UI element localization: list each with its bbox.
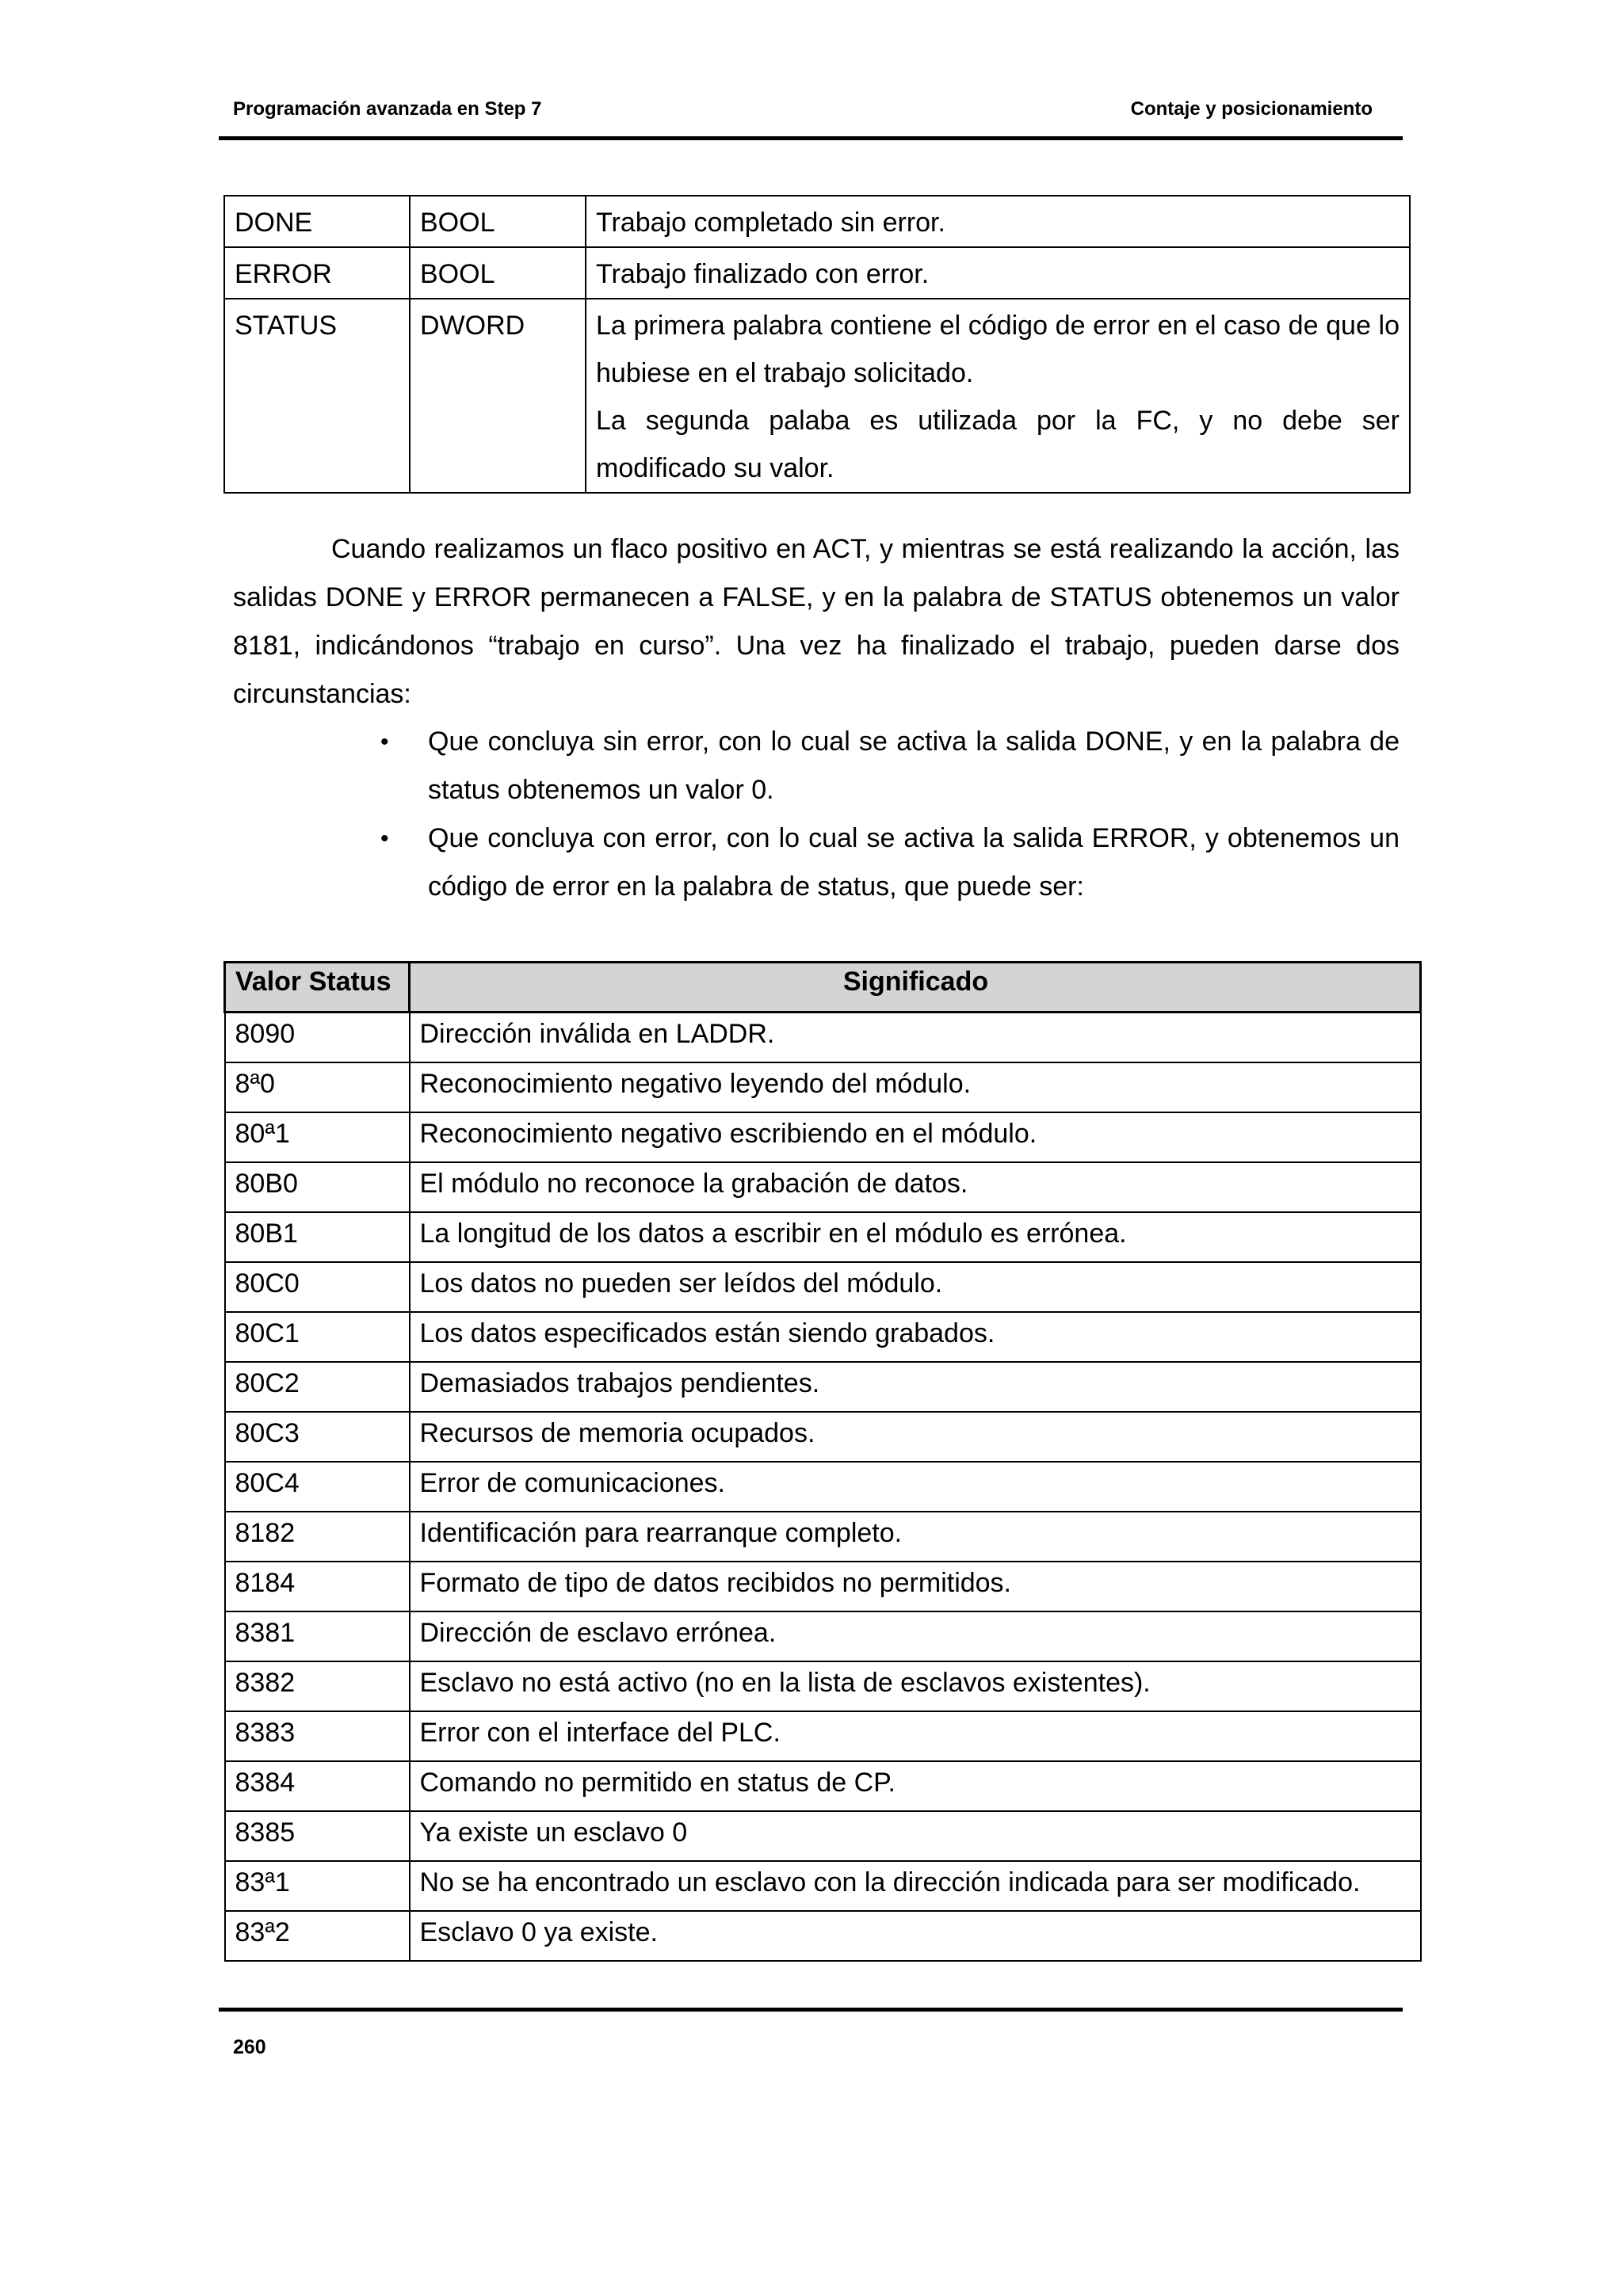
status-value: 80ª1 — [225, 1112, 410, 1162]
table-row — [224, 299, 1410, 493]
table-row — [224, 196, 1410, 247]
status-meaning: Error con el interface del PLC. — [410, 1711, 1421, 1761]
table-row — [225, 1811, 1421, 1861]
column-header-meaning: Significado — [410, 963, 1421, 1013]
header-rule — [219, 136, 1403, 140]
param-type: BOOL — [410, 196, 586, 247]
status-meaning: Esclavo no está activo (no en la lista de esclavos existentes). — [410, 1661, 1421, 1711]
status-value: 80B0 — [225, 1162, 410, 1212]
list-item — [233, 718, 1400, 814]
table-row — [225, 1911, 1421, 1961]
table-row — [225, 1761, 1421, 1811]
running-header-chapter: Contaje y posicionamiento — [1130, 98, 1373, 120]
table-row — [225, 1362, 1421, 1412]
status-value: 8382 — [225, 1661, 410, 1711]
status-meaning: Los datos especificados están siendo grabados. — [410, 1312, 1421, 1362]
status-meaning: Error de comunicaciones. — [410, 1462, 1421, 1512]
status-value: 8381 — [225, 1611, 410, 1661]
status-value: 80C3 — [225, 1412, 410, 1462]
status-meaning: Esclavo 0 ya existe. — [410, 1911, 1421, 1961]
status-value: 83ª1 — [225, 1861, 410, 1911]
status-meaning: Reconocimiento negativo leyendo del módulo. — [410, 1062, 1421, 1112]
status-meaning: Identificación para rearranque completo. — [410, 1512, 1421, 1562]
status-meaning: La longitud de los datos a escribir en el módulo es errónea. — [410, 1212, 1421, 1262]
table-row — [225, 1861, 1421, 1911]
status-meaning: No se ha encontrado un esclavo con la dirección indicada para ser modificado. — [410, 1861, 1421, 1911]
bullet-text: Que concluya sin error, con lo cual se activa la salida DONE, y en la palabra de status obtenemos un valor 0. — [428, 727, 1400, 805]
param-description — [586, 299, 1410, 493]
description-line: La segunda palaba es utilizada por la FC, y no debe ser modificado su valor. — [596, 406, 1400, 483]
param-type: BOOL — [410, 247, 586, 299]
status-meaning: El módulo no reconoce la grabación de datos. — [410, 1162, 1421, 1212]
status-value: 8384 — [225, 1761, 410, 1811]
status-meaning: Dirección de esclavo errónea. — [410, 1611, 1421, 1661]
status-value: 8385 — [225, 1811, 410, 1861]
table-row — [225, 1312, 1421, 1362]
status-meaning: Demasiados trabajos pendientes. — [410, 1362, 1421, 1412]
table-row — [225, 1462, 1421, 1512]
table-row — [225, 1711, 1421, 1761]
status-value: 8182 — [225, 1512, 410, 1562]
status-meaning: Recursos de memoria ocupados. — [410, 1412, 1421, 1462]
body-paragraph: Cuando realizamos un flaco positivo en ACT, y mientras se está realizando la acción, las salidas DONE y ERROR permanecen a FALSE, y en la palabra de STATUS obtenemos un valor 8181, indicándonos “trabajo en curso”. Una vez ha finalizado el trabajo, pueden darse dos circunstancias: — [233, 534, 1400, 709]
status-codes-table — [223, 961, 1422, 1962]
status-value: 80C1 — [225, 1312, 410, 1362]
status-value: 80C2 — [225, 1362, 410, 1412]
status-value: 83ª2 — [225, 1911, 410, 1961]
param-name: DONE — [224, 196, 410, 247]
description-line: Trabajo completado sin error. — [596, 208, 945, 238]
param-name: ERROR — [224, 247, 410, 299]
description-line: La primera palabra contiene el código de error en el caso de que lo hubiese en el trabajo solicitado. — [596, 311, 1400, 388]
status-meaning: Reconocimiento negativo escribiendo en el módulo. — [410, 1112, 1421, 1162]
parameters-table — [223, 195, 1411, 494]
status-meaning: Dirección inválida en LADDR. — [410, 1013, 1421, 1063]
table-row — [225, 1062, 1421, 1112]
bullet-list — [233, 718, 1400, 911]
column-header-status-value: Valor Status — [225, 963, 410, 1013]
status-value: 8184 — [225, 1562, 410, 1611]
status-value: 80C4 — [225, 1462, 410, 1512]
status-meaning: Ya existe un esclavo 0 — [410, 1811, 1421, 1861]
table-row — [225, 1512, 1421, 1562]
list-item — [233, 814, 1400, 911]
param-type: DWORD — [410, 299, 586, 493]
status-meaning: Formato de tipo de datos recibidos no permitidos. — [410, 1562, 1421, 1611]
table-row — [225, 1562, 1421, 1611]
status-meaning: Los datos no pueden ser leídos del módulo. — [410, 1262, 1421, 1312]
param-description — [586, 196, 1410, 247]
bullet-icon: • — [380, 729, 389, 755]
status-meaning: Comando no permitido en status de CP. — [410, 1761, 1421, 1811]
table-row — [225, 1611, 1421, 1661]
table-row — [225, 1412, 1421, 1462]
status-value: 8383 — [225, 1711, 410, 1761]
table-row — [224, 247, 1410, 299]
table-row — [225, 1212, 1421, 1262]
param-description — [586, 247, 1410, 299]
page-number: 260 — [233, 2036, 266, 2058]
running-header-title: Programación avanzada en Step 7 — [233, 98, 542, 120]
status-value: 80B1 — [225, 1212, 410, 1262]
table-row — [225, 1013, 1421, 1063]
footer-rule — [219, 2008, 1403, 2012]
table-row — [225, 1661, 1421, 1711]
bullet-icon: • — [380, 826, 389, 852]
status-value: 8ª0 — [225, 1062, 410, 1112]
bullet-text: Que concluya con error, con lo cual se activa la salida ERROR, y obtenemos un código de error en la palabra de status, que puede ser: — [428, 823, 1400, 902]
status-value: 80C0 — [225, 1262, 410, 1312]
table-row — [225, 1162, 1421, 1212]
status-table-header-row — [225, 963, 1421, 1013]
description-line: Trabajo finalizado con error. — [596, 259, 930, 289]
table-row — [225, 1112, 1421, 1162]
param-name: STATUS — [224, 299, 410, 493]
status-value: 8090 — [225, 1013, 410, 1063]
table-row — [225, 1262, 1421, 1312]
